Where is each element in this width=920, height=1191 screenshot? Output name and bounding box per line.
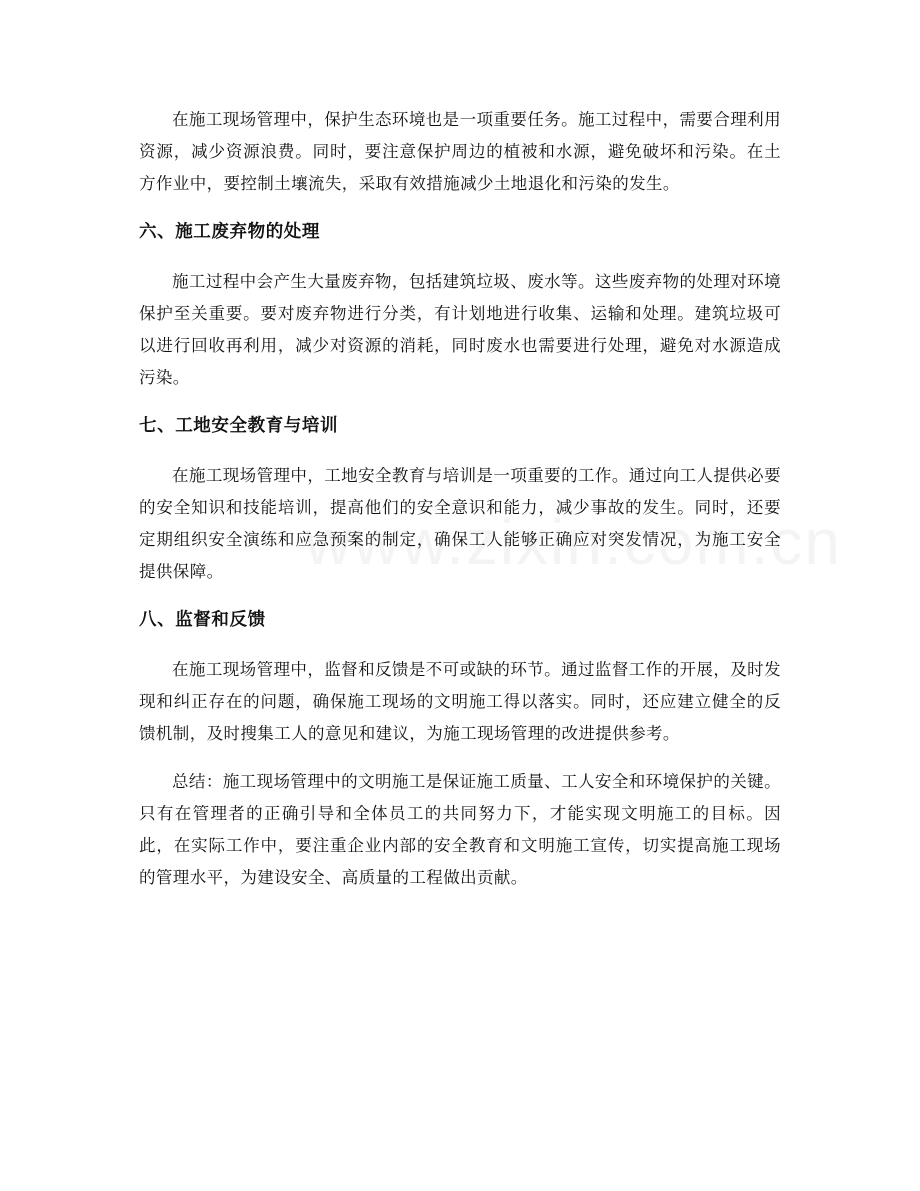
section-6-paragraph: 施工过程中会产生大量废弃物，包括建筑垃圾、废水等。这些废弃物的处理对环境保护至关重要。要对废弃物进行分类，有计划地进行收集、运输和处理。建筑垃圾可以进行回收再利用，减少对资源的消耗，同时废水也需要进行处理，避免对水源造成污染。 — [139, 272, 781, 387]
section-8-heading: 八、监督和反馈 — [139, 610, 266, 630]
summary-paragraph: 总结：施工现场管理中的文明施工是保证施工质量、工人安全和环境保护的关键。只有在管理者的正确引导和全体员工的共同努力下，才能实现文明施工的目标。因此，在实际工作中，要注重企业内部的安全教育和文明施工宣传，切实提高施工现场的管理水平，为建设安全、高质量的工程做出贡献。 — [139, 772, 781, 887]
document-content — [139, 104, 781, 910]
intro-paragraph: 在施工现场管理中，保护生态环境也是一项重要任务。施工过程中，需要合理利用资源，减少资源浪费。同时，要注意保护周边的植被和水源，避免破坏和污染。在土方作业中，要控制土壤流失，采取有效措施减少土地退化和污染的发生。 — [139, 110, 781, 193]
section-7-heading: 七、工地安全教育与培训 — [139, 416, 339, 436]
section-8-paragraph: 在施工现场管理中，监督和反馈是不可或缺的环节。通过监督工作的开展，及时发现和纠正存在的问题，确保施工现场的文明施工得以落实。同时，还应建立健全的反馈机制，及时搜集工人的意见和建议，为施工现场管理的改进提供参考。 — [139, 660, 781, 743]
section-7-paragraph: 在施工现场管理中，工地安全教育与培训是一项重要的工作。通过向工人提供必要的安全知识和技能培训，提高他们的安全意识和能力，减少事故的发生。同时，还要定期组织安全演练和应急预案的制定，确保工人能够正确应对突发情况，为施工安全提供保障。 — [139, 466, 781, 581]
section-6-heading: 六、施工废弃物的处理 — [139, 222, 320, 242]
